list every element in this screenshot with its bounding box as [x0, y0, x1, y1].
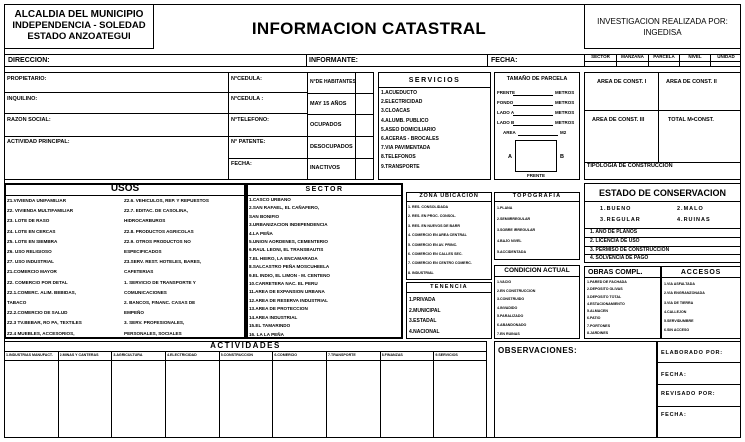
area-const-2[interactable]: AREA DE CONST. II	[666, 79, 717, 85]
patente-label[interactable]: N° PATENTE:	[231, 139, 266, 145]
uso-item[interactable]: Z2.1.COMERC. ALIM. BEBIDAS,	[7, 289, 76, 295]
actividad-col-header[interactable]: 7.TRANSPORTE	[328, 353, 356, 357]
uso-item[interactable]: PERSONALES, SOCIALES	[124, 330, 182, 336]
conservacion-sub[interactable]: 3. PERMISO DE CONSTRUCCION	[590, 247, 670, 253]
obra-item[interactable]: 2.DEPOSITO OLIVAS	[587, 287, 623, 292]
parcela-lado-b: LADO B	[497, 120, 515, 125]
servicio-item[interactable]: 8.TELEFONOS	[381, 154, 416, 161]
servicio-item[interactable]: 7.VIA PAVIMENTADA	[381, 145, 431, 152]
tenencia-title: TENENCIA	[430, 284, 468, 290]
parcela-unit: M2	[560, 130, 567, 135]
zona-item[interactable]: 3. RES. EN NUEVOS DE BARR	[408, 223, 460, 228]
sector-list	[249, 196, 330, 339]
actividades-title: ACTIVIDADES	[210, 341, 281, 350]
direccion-label[interactable]: DIRECCION:	[8, 57, 50, 64]
uso-item[interactable]: HIDROCARBUROS	[124, 218, 166, 224]
uso-item[interactable]: Z2.4 MUEBLES, ACCESORIOS,	[7, 330, 75, 336]
elaborado-por[interactable]: ELABORADO POR:	[661, 350, 723, 356]
conservacion-ruinas[interactable]: 4.RUINAS	[677, 217, 711, 223]
code-parcela: PARCELA	[653, 54, 675, 59]
parcela-unit: METROS	[555, 90, 575, 95]
condicion-item[interactable]: 7.EN RUINAS	[497, 331, 520, 336]
revisado-por[interactable]: REVISADO POR:	[661, 391, 716, 397]
tenencia-item[interactable]: 1.PRIVADA	[409, 297, 436, 303]
sector-item[interactable]: 10.CARRETERA NAC. EL PERU	[249, 281, 318, 287]
condicion-title: CONDICION ACTUAL	[504, 267, 570, 274]
uso-item[interactable]: Z2. COMERCIO POR DETAL	[7, 279, 68, 285]
sector-item[interactable]: 9.EL INDIO, EL LIMON - M. CENTENO	[249, 272, 330, 278]
obras-title: OBRAS COMPL.	[588, 269, 643, 276]
uso-item[interactable]: Z3. LOTE DE RASO	[7, 218, 50, 224]
conservacion-sub[interactable]: 2. LICENCIA DE USO	[590, 238, 640, 244]
org-line-2: INDEPENDENCIA - SOLEDAD	[12, 20, 146, 31]
obra-item[interactable]: 7.PORTONES	[587, 323, 611, 328]
zona-list	[408, 203, 472, 278]
parcela-side-b: B	[560, 154, 564, 160]
habitantes-label: N°DE HABITANTES	[310, 79, 356, 85]
servicio-item[interactable]: 6.ACERAS - BROCALES	[381, 136, 439, 143]
page-title: INFORMACION CATASTRAL	[251, 19, 487, 38]
uso-item[interactable]: CAFETERIAS	[124, 269, 154, 275]
condicion-list	[497, 278, 535, 338]
sector-item[interactable]: 6.RAUL LEONI, EL TRANSBAUTIS	[249, 247, 324, 253]
conservacion-regular[interactable]: 3.REGULAR	[600, 217, 641, 223]
code-sector: SECTOR	[591, 54, 610, 59]
uso-item[interactable]: COMUNICACIONES	[124, 289, 167, 295]
parcela-frente: FRENTE	[497, 90, 515, 95]
sector-item[interactable]: 16. LA LA PEÑA	[249, 331, 284, 337]
parcela-unit: METROS	[555, 110, 575, 115]
zona-title: ZONA UBICACION	[419, 193, 479, 199]
zona-item[interactable]: 5. COMERCIO EN AV. PRINC.	[408, 242, 458, 247]
propietario-label[interactable]: PROPIETARIO:	[7, 76, 47, 82]
servicio-item[interactable]: 2.ELECTRICIDAD	[381, 99, 423, 106]
usos-title: USOS	[110, 183, 140, 194]
servicio-item[interactable]: 3.CLOACAS	[381, 108, 410, 115]
parcela-fondo: FONDO	[497, 100, 514, 105]
servicio-item[interactable]: 1.ACUEDUCTO	[381, 90, 418, 96]
observaciones-box	[494, 341, 657, 438]
acceso-item[interactable]: 3.VIA DE TIERRA	[664, 300, 694, 305]
uso-item[interactable]: Z2.2.COMERCIO DE SALUD	[7, 310, 68, 316]
uso-item[interactable]: Z2.6. VEHICULOS, REP. Y REPUESTOS	[124, 198, 209, 203]
org-line-1: ALCALDIA DEL MUNICIPIO	[14, 9, 144, 20]
condicion-item[interactable]: 4.INVADIDO	[497, 305, 518, 310]
sector-item[interactable]: 2.SAN RAFAEL, EL CAÑAFERO,	[249, 205, 320, 211]
acceso-item[interactable]: 1.VIA ASFALTADA	[664, 282, 695, 286]
servicio-item[interactable]: 4.ALUMB. PUBLICO	[381, 117, 429, 124]
topografia-item[interactable]: 2.SEMIIRREGULAR	[497, 217, 531, 221]
servicio-item[interactable]: 9.TRANSPORTE	[381, 163, 420, 170]
sector-item[interactable]: 3.URBANIZACION INDEPENDENCIA	[249, 222, 328, 228]
obra-item[interactable]: 4.ESTACIONAMIENTO	[587, 301, 625, 306]
fecha-label[interactable]: FECHA:	[491, 57, 518, 64]
uso-item[interactable]: Z3.SERV. REST. HOTELES, BARES,	[124, 259, 202, 265]
area-const-1[interactable]: AREA DE CONST. I	[597, 79, 647, 85]
razon-social-label[interactable]: RAZON SOCIAL:	[7, 117, 51, 123]
usos-col-1	[7, 196, 82, 339]
conservacion-bueno[interactable]: 1.BUENO	[600, 206, 632, 212]
uso-item[interactable]: Z2.7. EDITAC. DE CASOLINA,	[124, 208, 188, 214]
servicio-item[interactable]: 5.ASEO DOMICILIARIO	[381, 126, 436, 133]
uso-item[interactable]: Z2.8. PRODUCTOS AGRICOLAS	[124, 228, 194, 234]
tenencia-list	[409, 295, 441, 337]
obra-item[interactable]: 8.JARDINES	[587, 331, 609, 336]
actividad-col-header[interactable]: 8.FINANZAS	[381, 353, 403, 357]
uso-item[interactable]: 1. SERVICIO DE TRANSPORTE Y	[124, 279, 196, 285]
fecha-owner-label[interactable]: FECHA:	[231, 161, 252, 167]
uso-item[interactable]: EMPEÑO	[124, 310, 144, 316]
inquilino-label[interactable]: INQUILINO:	[7, 96, 38, 102]
investigation-value: INGEDISA	[643, 28, 682, 37]
sector-item[interactable]: 15.EL TAMARINDO	[249, 323, 291, 329]
topografia-item[interactable]: 4.BAJO NIVEL	[497, 239, 522, 243]
sector-item[interactable]: 7.EL HEIRO, LA ENCAMARADA	[249, 255, 318, 261]
sector-item[interactable]: 1.CASCO URBANO	[249, 197, 291, 202]
parcela-unit: METROS	[555, 120, 575, 125]
actividad-col-header[interactable]: 2.MINAS Y CANTERAS	[59, 353, 99, 357]
parcela-unit: METROS	[555, 100, 575, 105]
conservacion-title: ESTADO DE CONSERVACION	[598, 188, 726, 198]
acceso-item[interactable]: 2.VIA ENGRANZONADA	[664, 291, 705, 296]
cedula-2-label[interactable]: N°CEDULA :	[231, 96, 264, 102]
uso-item[interactable]: Z6. USO RELIGIOSO	[7, 249, 52, 255]
informante-label[interactable]: INFORMANTE:	[309, 57, 358, 64]
zona-item[interactable]: 8. INDUSTRIAL	[408, 270, 434, 275]
zona-item[interactable]: 1. RES. CONSOLIDADA	[408, 205, 449, 209]
topografia-item[interactable]: 3.SOBRE IRREGULAR	[497, 228, 536, 232]
actividad-col-header[interactable]: 6.COMERCIO	[274, 353, 298, 357]
sector-item[interactable]: 5.UNION AORDENES, CEMENTERIO	[249, 239, 328, 245]
conservacion-sub[interactable]: 1. AÑO DE PLANOS	[590, 229, 638, 235]
sector-item[interactable]: 11.AREA DE EXPANSION URBANA	[249, 289, 325, 295]
parcela-area: AREA	[503, 130, 516, 135]
topografia-item[interactable]: 5.ACCIDENTADA	[497, 250, 527, 254]
uso-item[interactable]: Z1.COMERCIO MAYOR	[7, 269, 57, 275]
org-line-3: ESTADO ANZOATEGUI	[27, 31, 131, 42]
zona-item[interactable]: 7. COMERCIO EN CENTRO COMERC.	[408, 261, 472, 266]
parcela-frente-label: FRENTE	[527, 173, 545, 178]
obras-list	[587, 279, 627, 337]
zona-item[interactable]: 4. COMERCIO EN AREA CENTRAL	[408, 233, 467, 238]
acceso-item[interactable]: 5.SERVIDUMBRE	[664, 319, 694, 324]
accesos-list	[664, 280, 705, 336]
tenencia-item[interactable]: 3.ESTADAL	[409, 318, 437, 324]
code-unidad: UNIDAD	[717, 54, 735, 59]
sector-item[interactable]: 13.AREA DE PROTECCION	[249, 306, 308, 312]
cedula-1-label[interactable]: N°CEDULA:	[231, 76, 262, 82]
inactivos-label: INACTIVOS	[310, 165, 340, 171]
sector-item[interactable]: 14.AREA INDUSTRIAL	[249, 314, 298, 320]
uso-item[interactable]: Z2.9. OTROS PRODUCTOS NO	[124, 238, 191, 244]
parcela-side-a: A	[508, 154, 512, 160]
obra-item[interactable]: 3.DEPOSITO TOTAL	[587, 294, 622, 299]
total-const[interactable]: TOTAL M•CONST.	[668, 117, 714, 123]
uso-item[interactable]: ESPECIFICADOS	[124, 249, 162, 255]
area-const-3[interactable]: AREA DE CONST. III	[592, 117, 645, 123]
topografia-title: TOPOGRAFIA	[512, 193, 562, 199]
sector-item[interactable]: SAN BONIFIO	[249, 213, 280, 219]
tipologia-label[interactable]: TIPOLOGIA DE CONSTRUCCION	[587, 163, 673, 169]
tenencia-item[interactable]: 4.NACIONAL	[409, 328, 440, 335]
obra-item[interactable]: 5.ALMACEN	[587, 309, 608, 314]
fecha-elaborado[interactable]: FECHA:	[661, 372, 687, 378]
zona-item[interactable]: 2. RES. EN PROC. CONSOL.	[408, 214, 457, 219]
uso-item[interactable]: Z4. LOTE EN CERCAS	[7, 228, 56, 234]
uso-item[interactable]: Z1.VIVIENDA UNIFAMILIAR	[7, 198, 67, 203]
condicion-item[interactable]: 2.EN CONSTRUCCION	[497, 288, 536, 293]
servicios-list	[381, 89, 439, 172]
acceso-item[interactable]: 4.CALLEJON	[664, 309, 687, 314]
uso-item[interactable]: Z2.3 TV.BEBAR, RO PA, TEXTILES	[7, 320, 82, 326]
conservacion-sub[interactable]: 4. SOLVENCIA DE PAGO	[590, 255, 649, 261]
conservacion-malo[interactable]: 2.MALO	[677, 206, 704, 212]
topografia-list	[497, 203, 535, 258]
condicion-item[interactable]: 3.CONSTRUIDO	[497, 297, 525, 302]
investigation-label: INVESTIGACION REALIZADA POR:	[597, 17, 728, 26]
acceso-item[interactable]: 6.SIN ACCESO	[664, 328, 690, 333]
actividad-col-header[interactable]: 3.AGRICULTURA	[113, 353, 143, 357]
actividad-label[interactable]: ACTIVIDAD PRINCIPAL:	[7, 139, 70, 145]
obra-item[interactable]: 1.PARED DE FACHADA	[587, 280, 627, 284]
actividad-col-header[interactable]: 9.SERVICIOS	[435, 353, 458, 357]
uso-item[interactable]: TABACO	[7, 300, 27, 306]
fecha-revisado[interactable]: FECHA:	[661, 412, 687, 418]
code-manzana: MANZANA	[621, 54, 644, 59]
tenencia-item[interactable]: 2.MUNICIPAL	[409, 307, 441, 314]
actividad-col-header[interactable]: 1.INDUSTRIAS MANUFACT.	[6, 353, 53, 357]
desocupados-label: DESOCUPADOS	[310, 144, 353, 150]
sector-title: SECTOR	[305, 186, 344, 193]
servicios-title: SERVICIOS	[408, 77, 461, 84]
sector-item[interactable]: 4.LA PEÑA	[249, 230, 273, 236]
uso-item[interactable]: Z7. USO INDUSTRIAL	[7, 259, 54, 265]
investigation-box	[584, 4, 741, 49]
topografia-item[interactable]: 1.PLANA	[497, 206, 513, 210]
ocupados-label: OCUPADOS	[310, 122, 342, 128]
actividad-col-header[interactable]: 5.CONSTRUCCION	[220, 353, 254, 357]
condicion-item[interactable]: 6.ABANDONADO	[497, 322, 527, 327]
uso-item[interactable]: Z5. LOTE EN SIEMBRA	[7, 238, 58, 244]
zona-item[interactable]: 6. COMERCIO EN CALLES SEC.	[408, 252, 463, 257]
uso-item[interactable]: 2. BANCOS, FINANC. CASAS DE	[124, 300, 196, 306]
uso-item[interactable]: 3. SERV. PROFESIONALES,	[124, 320, 185, 326]
accesos-title: ACCESOS	[680, 269, 722, 276]
usos-col-2	[124, 196, 209, 339]
mayores-label: MAY 15 AÑOS	[310, 101, 347, 107]
observaciones-label[interactable]: OBSERVACIONES:	[498, 346, 578, 355]
parcela-lado-a: LADO A	[497, 110, 515, 115]
telefono-label[interactable]: N°TELEFONO:	[231, 117, 269, 123]
code-nivel: NIVEL	[688, 54, 702, 59]
condicion-item[interactable]: 1.VACIO	[497, 280, 512, 284]
uso-item[interactable]: Z2. VIVIENDA MULTIFAMILIAR	[7, 208, 74, 214]
parcela-sketch	[515, 140, 557, 172]
parcela-title: TAMAÑO DE PARCELA	[506, 76, 568, 82]
actividad-col-header[interactable]: 4.ELECTRICIDAD	[167, 353, 197, 357]
obra-item[interactable]: 6.PATIO	[587, 316, 601, 321]
sector-item[interactable]: 8.SALCASTRO PEÑA MOSCUHEELA	[249, 264, 330, 270]
sector-item[interactable]: 12.AREA DE RESERVA INDUSTRIAL	[249, 297, 328, 303]
condicion-item[interactable]: 5.PARALIZADO	[497, 314, 524, 319]
